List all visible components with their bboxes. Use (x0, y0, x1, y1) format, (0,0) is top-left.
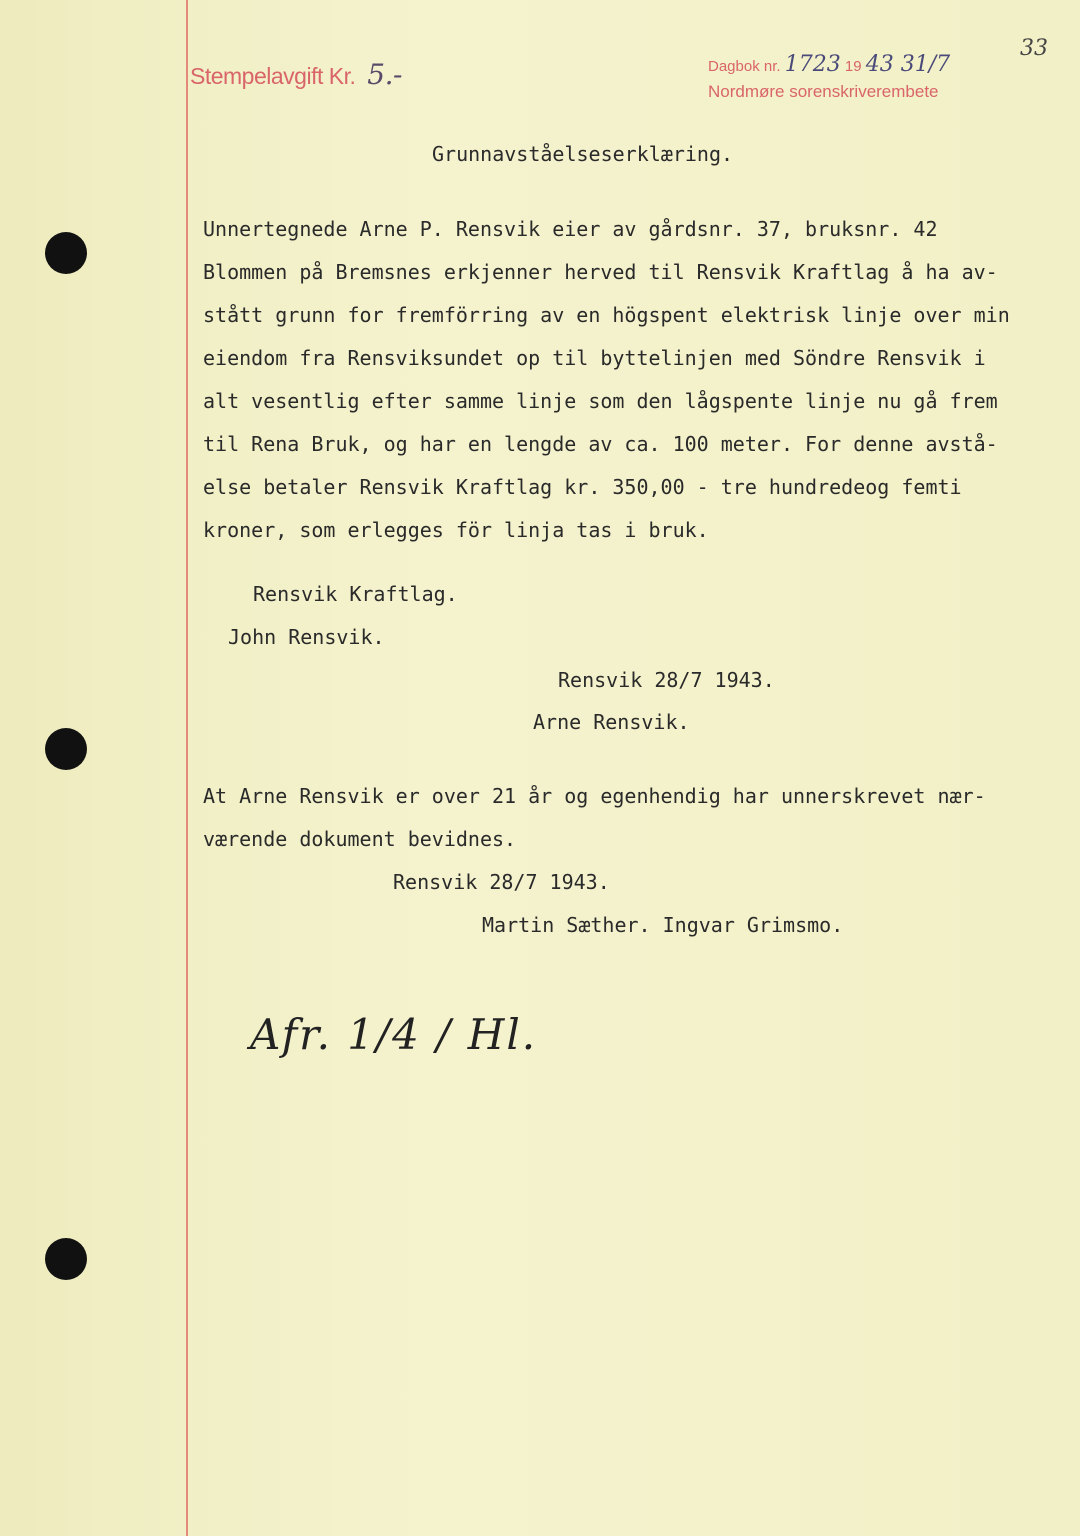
stamp-fee-value: 5.- (367, 58, 402, 91)
punch-hole-top (45, 232, 87, 274)
signatory-owner: Arne Rensvik. (533, 710, 690, 734)
signatory-org: Rensvik Kraftlag. (253, 582, 458, 606)
dagbok-number (708, 52, 950, 77)
witness-paragraph (203, 775, 986, 861)
punch-hole-middle (45, 728, 87, 770)
dagbok-year: 43 31/7 (865, 52, 951, 77)
stamp-fee-label: Stempelavgift Kr. (190, 63, 356, 89)
stamp-fee (190, 58, 402, 91)
body-paragraph (203, 208, 1010, 552)
witness-signatures: Martin Sæther. Ingvar Grimsmo. (482, 913, 844, 937)
page-number: 33 (1020, 36, 1048, 61)
body-line: Unnertegnede Arne P. Rensvik eier av gårdsnr. 37, bruksnr. 42 (203, 217, 938, 241)
dagbok-value: 1723 (784, 52, 841, 77)
witness-line: At Arne Rensvik er over 21 år og egenhendig har unnerskrevet nær- (203, 784, 986, 808)
body-line: Blommen på Bremsnes erkjenner herved til Rensvik Kraftlag å ha av- (203, 260, 998, 284)
body-line: til Rena Bruk, og har en lengde av ca. 100 meter. For denne avstå- (203, 432, 998, 456)
body-line: kroner, som erlegges för linja tas i bruk. (203, 518, 709, 542)
dagbok-year-label: 19 (844, 58, 862, 75)
document-title: Grunnavståelseserklæring. (432, 142, 734, 166)
margin-line (186, 0, 188, 1536)
place-date-1: Rensvik 28/7 1943. (558, 668, 775, 692)
dagbok-label: Dagbok nr. (708, 58, 781, 75)
signatory-person: John Rensvik. (228, 625, 385, 649)
body-line: alt vesentlig efter samme linje som den lågspente linje nu gå frem (203, 389, 998, 413)
office-stamp: Nordmøre sorenskriverembete (708, 82, 939, 101)
handwritten-note: Afr. 1/4 / Hl. (250, 1010, 538, 1059)
body-line: stått grunn for fremförring av en högspent elektrisk linje over min (203, 303, 1010, 327)
punch-hole-bottom (45, 1238, 87, 1280)
body-line: eiendom fra Rensviksundet op til byttelinjen med Söndre Rensvik i (203, 346, 986, 370)
witness-line: værende dokument bevidnes. (203, 827, 517, 851)
body-line: else betaler Rensvik Kraftlag kr. 350,00 - tre hundredeog femti (203, 475, 962, 499)
place-date-2: Rensvik 28/7 1943. (393, 870, 610, 894)
